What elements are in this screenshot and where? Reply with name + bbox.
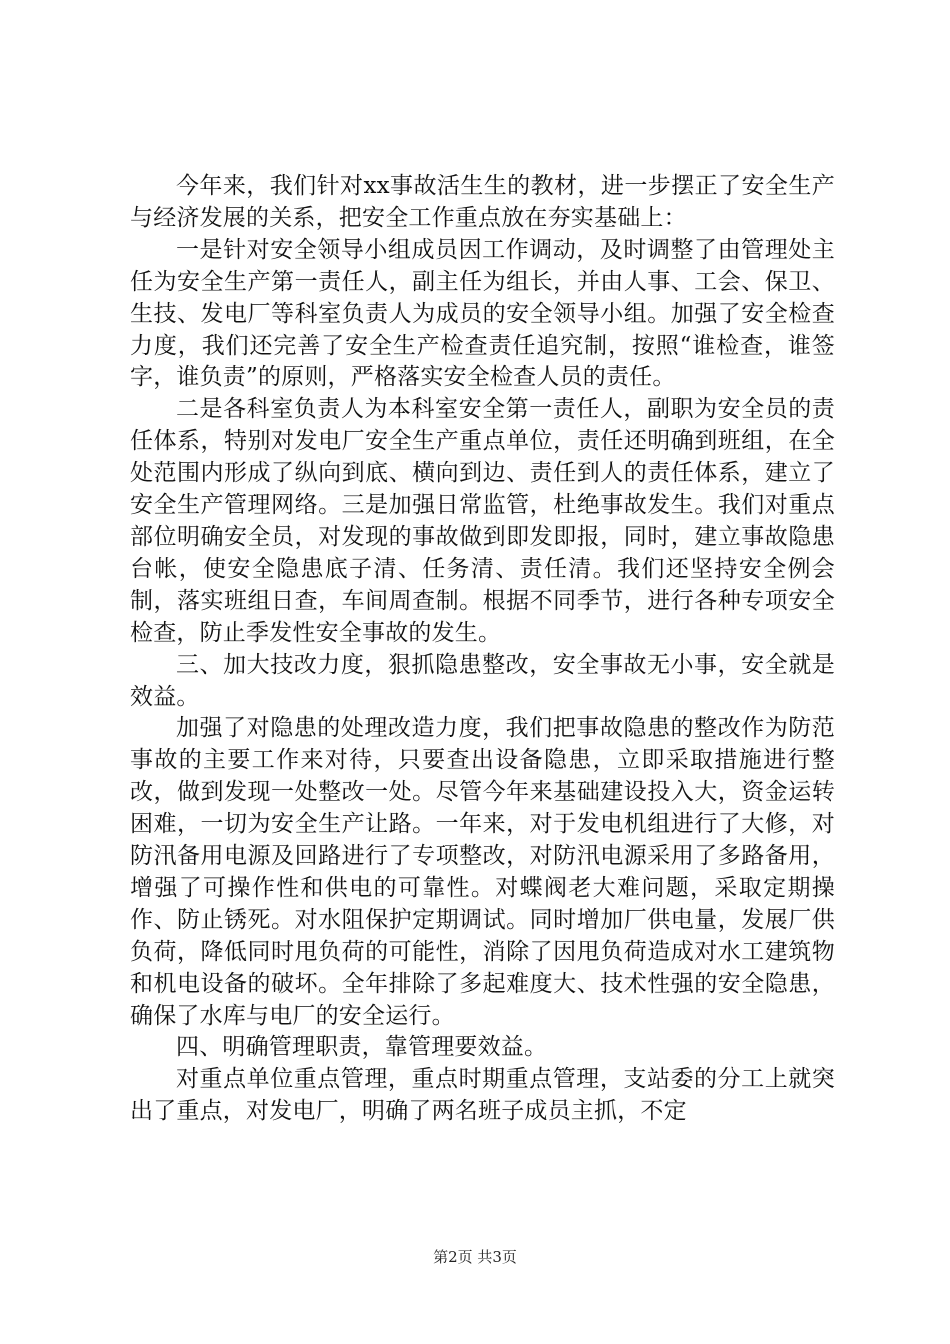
paragraph-section-three: 加强了对隐患的处理改造力度，我们把事故隐患的整改作为防范事故的主要工作来对待，只要查出设备隐患，立即采取措施进行整改，做到发现一处整改一处。尽管今年来基础建设投入大，资金运转困难，一切为安全生产让路。一年来，对于发电机组进行了大修，对防汛备用电源及回路进行了专项整改，对防汛电源采用了多路备用，增强了可操作性和供电的可靠性。对蝶阀老大难问题，采取定期操作、防止锈死。对水阻保护定期调试。同时增加厂供电量，发展厂供负荷，降低同时甩负荷的可能性，消除了因甩负荷造成对水工建筑物和机电设备的破坏。全年排除了多起难度大、技术性强的安全隐患，确保了水库与电厂的安全运行。 xyxy=(130,715,835,1029)
paragraph-point-two: 二是各科室负责人为本科室安全第一责任人，副职为安全员的责任体系，特别对发电厂安全生产重点单位，责任还明确到班组，在全处范围内形成了纵向到底、横向到边、责任到人的责任体系，建立了安全生产管理网络。三是加强日常监管，杜绝事故发生。我们对重点部位明确安全员，对发现的事故做到即发即报，同时，建立事故隐患台帐，使安全隐患底子清、任务清、责任清。我们还坚持安全例会制，落实班组日查，车间周查制。根据不同季节，进行各种专项安全检查，防止季发性安全事故的发生。 xyxy=(130,396,835,646)
document-body xyxy=(130,171,835,1128)
page-number-label: 第2页 共3页 xyxy=(433,1248,517,1266)
paragraph-point-one: 一是针对安全领导小组成员因工作调动，及时调整了由管理处主任为安全生产第一责任人，副主任为组长，并由人事、工会、保卫、生技、发电厂等科室负责人为成员的安全领导小组。加强了安全检查力度，我们还完善了安全生产检查责任追究制，按照“谁检查，谁签字，谁负责”的原则，严格落实安全检查人员的责任。 xyxy=(130,236,835,391)
heading-section-three: 三、加大技改力度，狠抓隐患整改，安全事故无小事，安全就是效益。 xyxy=(130,651,835,710)
paragraph-section-four: 对重点单位重点管理，重点时期重点管理，支站委的分工上就突出了重点，对发电厂，明确了两名班子成员主抓，不定 xyxy=(130,1066,835,1125)
paragraph-intro: 今年来，我们针对xx事故活生生的教材，进一步摆正了安全生产与经济发展的关系，把安全工作重点放在夯实基础上： xyxy=(130,173,835,231)
page-footer xyxy=(0,1247,950,1267)
heading-section-four: 四、明确管理职责，靠管理要效益。 xyxy=(176,1034,548,1061)
